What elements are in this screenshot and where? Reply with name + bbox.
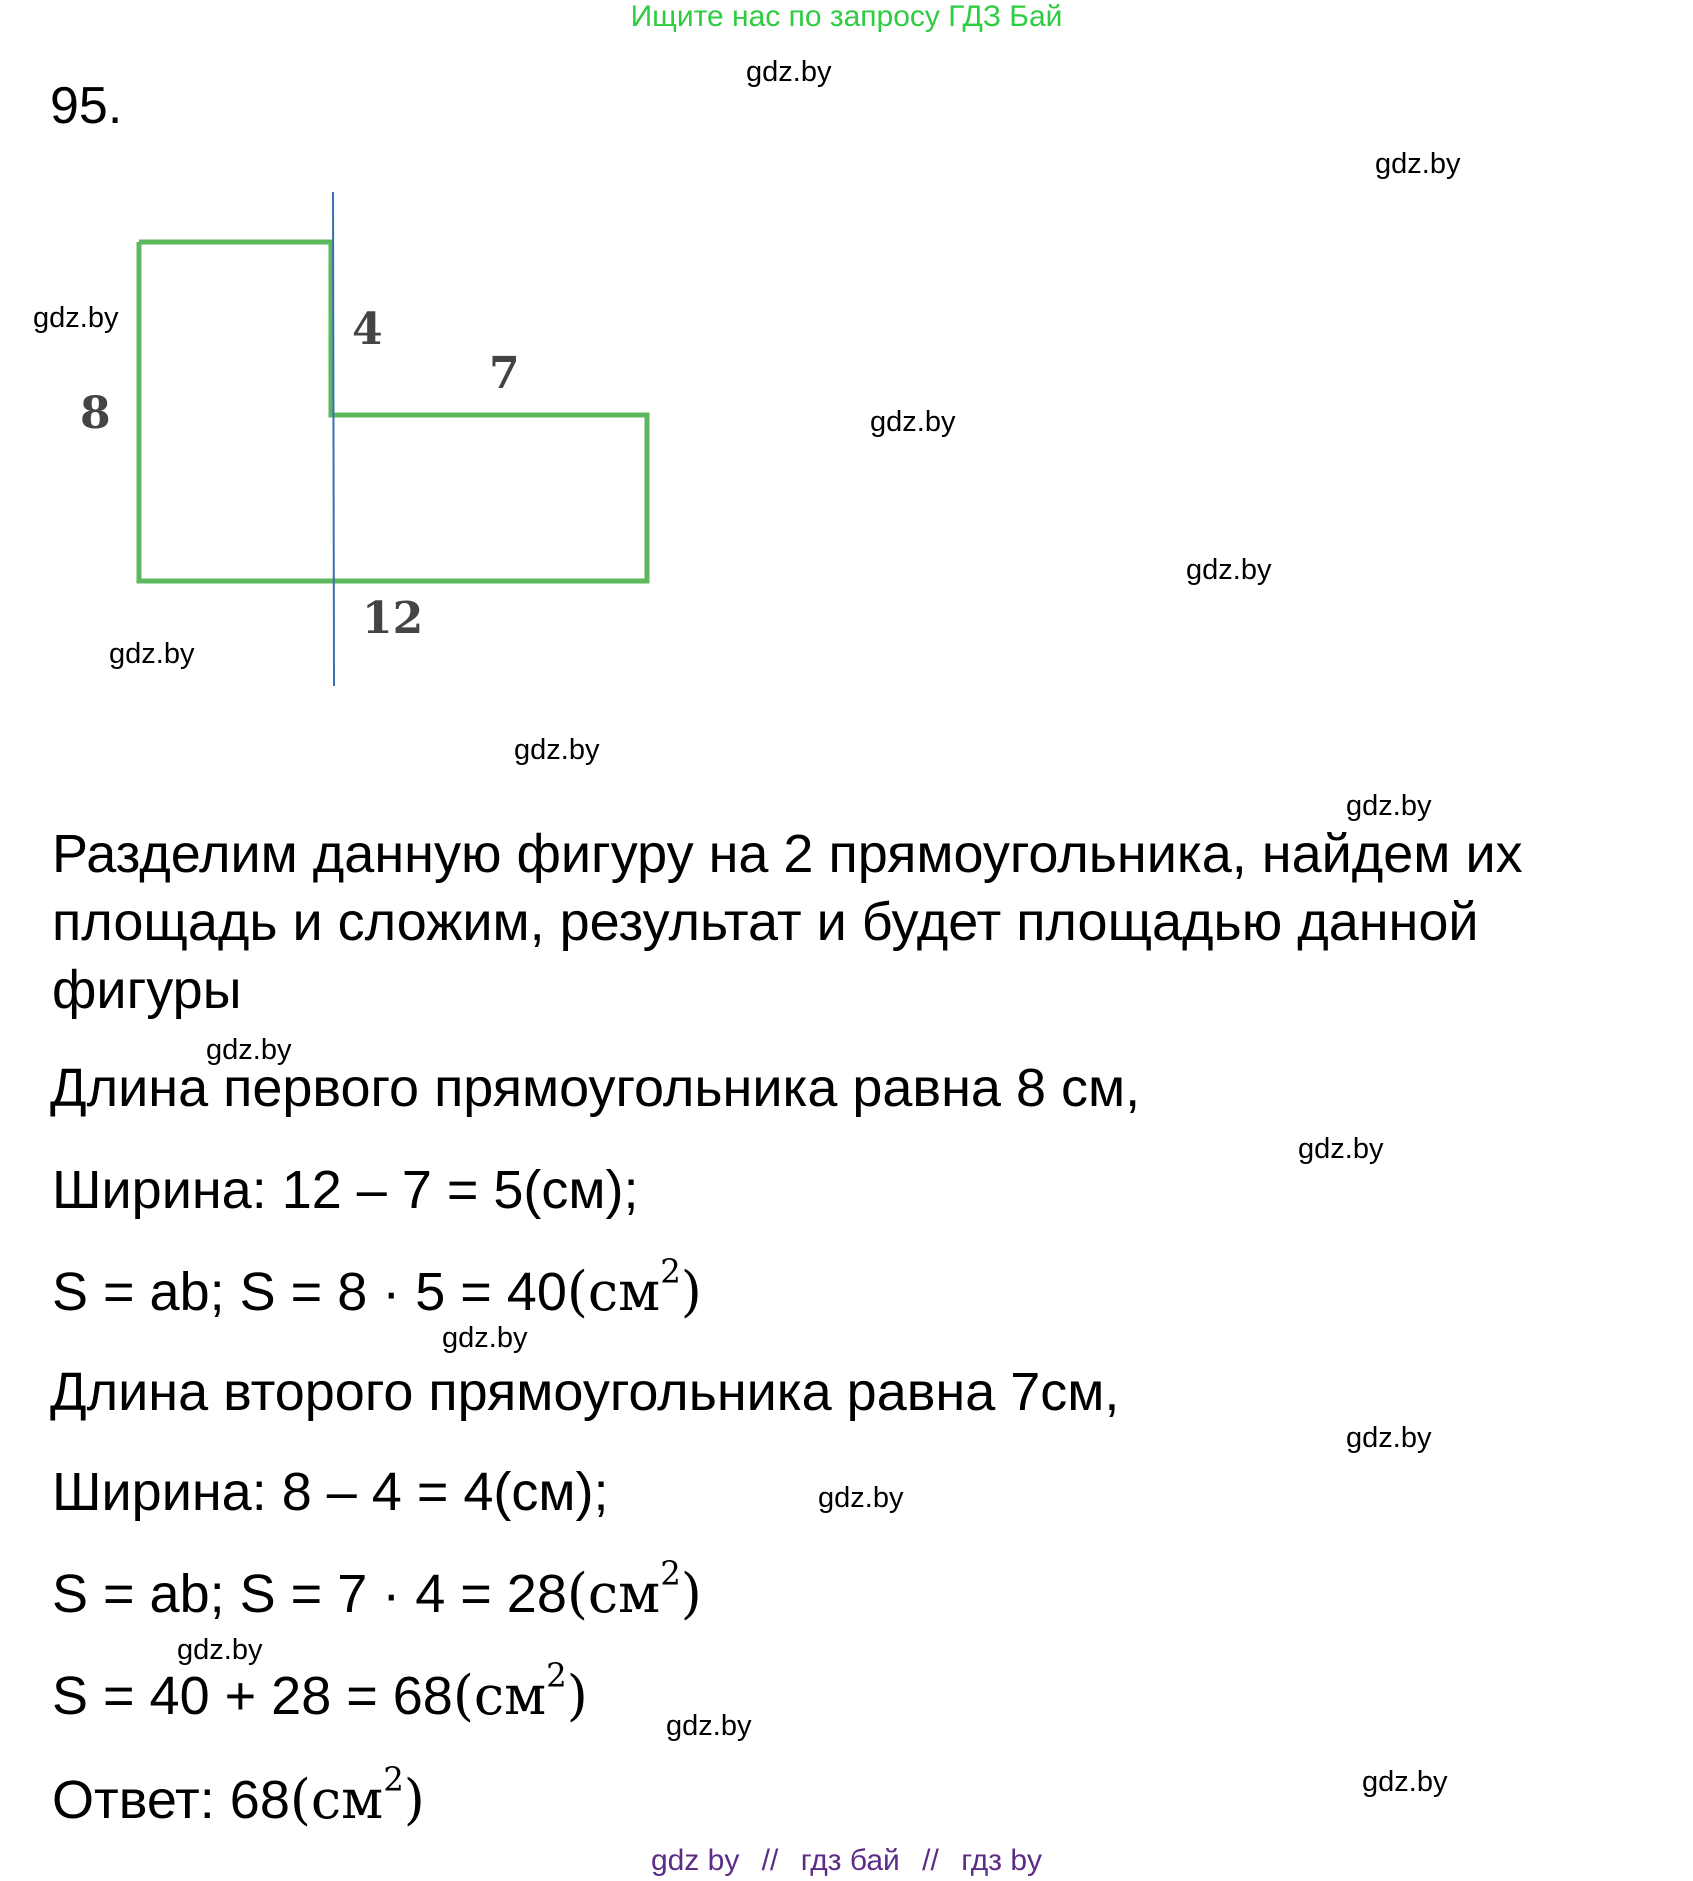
label-4: 4: [352, 304, 383, 355]
watermark: gdz.by: [177, 1634, 263, 1666]
watermark: gdz.by: [514, 734, 600, 766]
watermark: gdz.by: [33, 302, 119, 334]
unit: $(см^2)$: [566, 1252, 702, 1323]
rect2-area-expr: S = ab; S = 7 · 4 = 28: [52, 1564, 567, 1624]
watermark: gdz.by: [1346, 1422, 1432, 1454]
label-8: 8: [80, 388, 111, 439]
answer-expr: Ответ: 68: [52, 1770, 290, 1830]
rect2-width: Ширина: 8 – 4 = 4(см);: [52, 1462, 609, 1522]
watermark: gdz.by: [870, 406, 956, 438]
l-shape-outline: [139, 242, 647, 581]
top-banner[interactable]: Ищите нас по запросу ГДЗ Бай: [630, 0, 1063, 33]
watermark: gdz.by: [818, 1482, 904, 1514]
watermark: gdz.by: [746, 56, 832, 88]
figure-diagram: [0, 0, 700, 700]
unit: $(см^2)$: [452, 1656, 588, 1727]
problem-number: 95.: [50, 77, 123, 135]
label-7: 7: [489, 348, 520, 399]
watermark: gdz.by: [1346, 790, 1432, 822]
watermark: gdz.by: [1362, 1766, 1448, 1798]
divider-line: [333, 192, 334, 686]
footer-separator: //: [761, 1844, 779, 1877]
watermark: gdz.by: [1375, 148, 1461, 180]
watermark: gdz.by: [206, 1034, 292, 1066]
unit: $(см^2)$: [566, 1554, 702, 1625]
rect1-length: Длина первого прямоугольника равна 8 см,: [50, 1058, 1141, 1118]
solution-intro: Разделим данную фигуру на 2 прямоугольника, найдем их площадь и сложим, результат и будет площадью данной фигуры: [52, 824, 1523, 1020]
watermark: gdz.by: [1186, 554, 1272, 586]
rect2-length: Длина второго прямоугольника равна 7см,: [50, 1362, 1120, 1422]
watermark: gdz.by: [109, 638, 195, 670]
total-area: [52, 1656, 588, 1730]
footer-separator: //: [922, 1844, 939, 1877]
total-area-expr: S = 40 + 28 = 68: [52, 1666, 453, 1726]
rect2-area: [52, 1554, 702, 1628]
rect1-area: [52, 1252, 702, 1326]
watermark: gdz.by: [666, 1710, 752, 1742]
label-12: 12: [362, 593, 424, 644]
unit: $(см^2)$: [289, 1760, 425, 1831]
rect1-width: Ширина: 12 – 7 = 5(см);: [52, 1160, 639, 1220]
footer-link-gdz-by[interactable]: gdz by: [650, 1844, 740, 1877]
watermark: gdz.by: [1298, 1133, 1384, 1165]
answer: [52, 1760, 425, 1834]
footer-links: [0, 1844, 1693, 1878]
rect1-area-expr: S = ab; S = 8 · 5 = 40: [52, 1262, 567, 1322]
footer-link-gdz-by-2[interactable]: гдз by: [961, 1844, 1043, 1877]
footer-link-gdz-bai[interactable]: гдз бай: [800, 1844, 900, 1877]
watermark: gdz.by: [442, 1322, 528, 1354]
